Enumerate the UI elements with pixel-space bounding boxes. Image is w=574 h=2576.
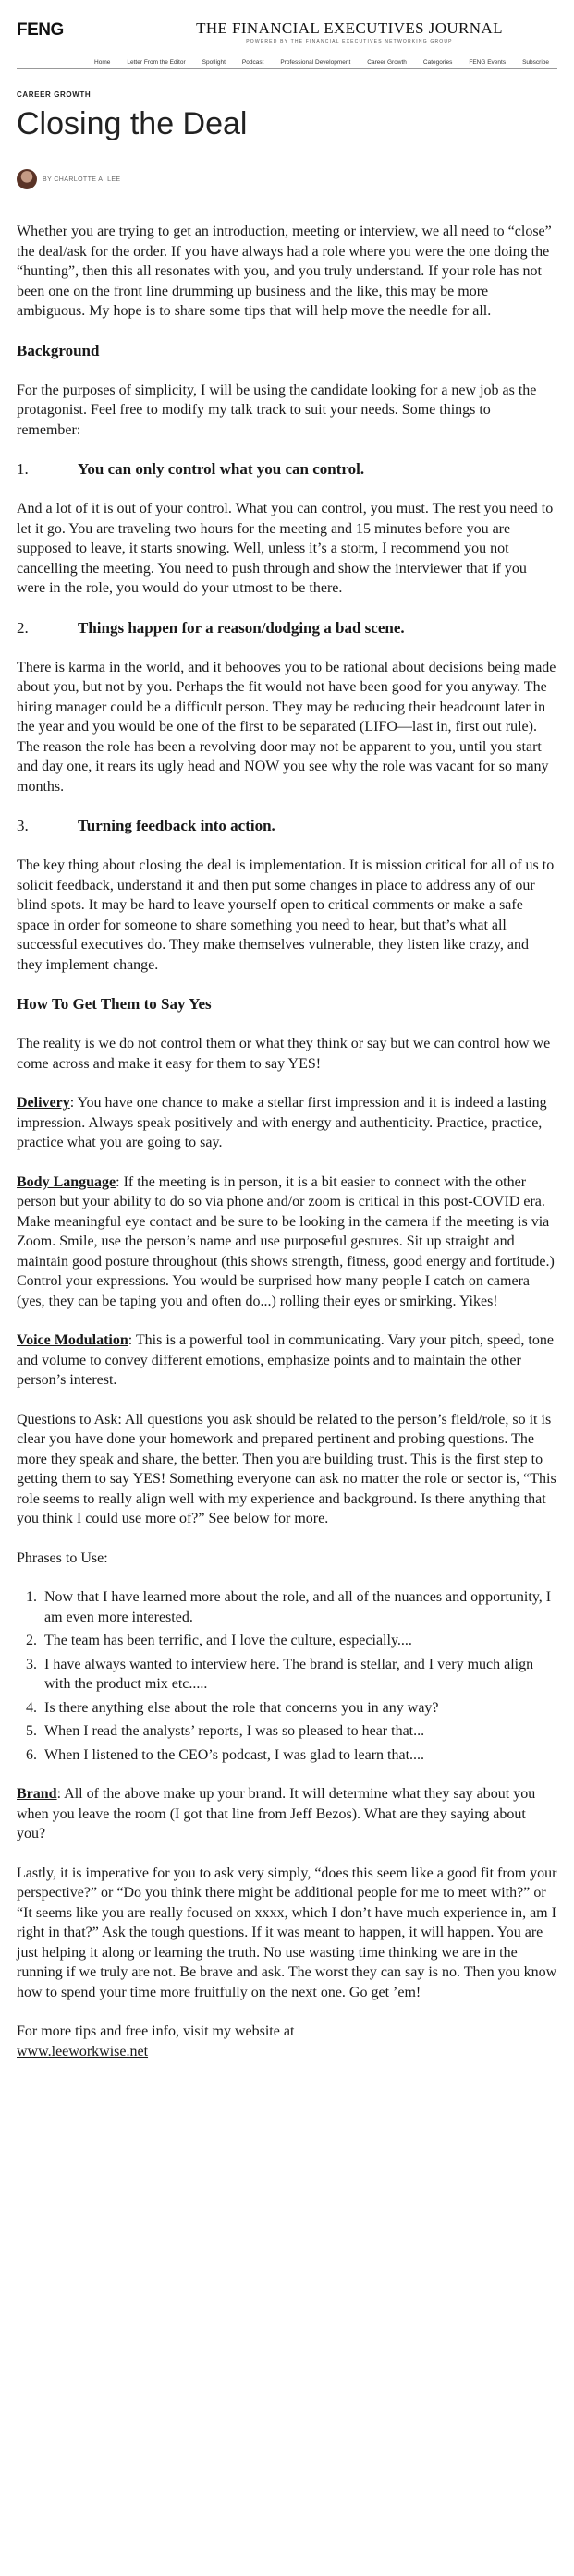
delivery-paragraph [17, 1093, 557, 1153]
nav-home[interactable]: Home [94, 59, 111, 66]
body-language-text: : If the meeting is in person, it is a bit easier to connect with the other person but your ability to do so via phone and/or zoom is critical in this post-COVID era. Make meaningful eye contact and be sure to be looking in the camera if the meeting is via Zoom. Smile, use the person’s name and use purposeful gestures. Sit up straight and maintain good posture throughout (this shows strength, fitness, good energy and fortitude.) Control your expressions. You would be surprised how many people I catch on camera (yes, they can be taping you and often do...) rolling their eyes or smirking. Yikes! [17, 1173, 555, 1309]
nav-divider [17, 68, 557, 69]
article-body [17, 222, 557, 2081]
footer-text: For more tips and free info, visit my website at [17, 2023, 295, 2039]
questions-paragraph: Questions to Ask: All questions you ask should be related to the person’s field/role, so it is clear you have done your homework and prepared pertinent and probing questions. The more they speak and share, the better. Then you are building trust. This is the first step to getting them to say YES! Something everyone can ask no matter the role or sector is, “This role seems to really align well with my experience and background. Is there anything that you think I could use more of?” See below for more. [17, 1411, 556, 1526]
point-title: Turning feedback into action. [78, 817, 275, 834]
phrases-label: Phrases to Use: [17, 1549, 108, 1566]
point-2-paragraph: There is karma in the world, and it behooves you to be rational about decisions being made about you, but not by you. Perhaps the fit would not have been good for you anyway. The hiring manager could be a difficult person. They may be reducing their headcount later in the year and you would be one of the first to be separated (LIFO—last in, first out rule). The reason the role has been a revolving door may not be apparent to you, until you start and day one, it rears its ugly head and NOW you see why the role was vacant for so many months. [17, 659, 556, 795]
site-logo[interactable]: FENG [17, 20, 64, 40]
point-2-heading [17, 618, 557, 638]
point-title: You can only control what you can control. [78, 460, 365, 478]
author-avatar [17, 169, 37, 189]
masthead-title[interactable]: THE FINANCIAL EXECUTIVES JOURNAL [196, 19, 503, 37]
nav-letter-from-editor[interactable]: Letter From the Editor [127, 59, 186, 66]
nav-career-growth[interactable]: Career Growth [367, 59, 407, 66]
site-header [17, 18, 557, 54]
intro-paragraph: Whether you are trying to get an introduction, meeting or interview, we all need to “close” the deal/ask for the order. If you have always had a role where you were the one doing the “hunting”, then this all resonates with you, and you truly understand. If your role has not been one on the front line drumming up business and the like, this may be more ambiguous. My hope is to share some tips that will help move the needle for all. [17, 224, 552, 319]
nav-podcast[interactable]: Podcast [241, 59, 264, 66]
body-language-paragraph [17, 1173, 557, 1312]
list-item: 4. Is there anything else about the role that concerns you in any way? [41, 1698, 557, 1719]
nav-professional-development[interactable]: Professional Development [280, 59, 351, 66]
point-3-heading [17, 816, 557, 836]
nav-spotlight[interactable]: Spotlight [202, 59, 226, 66]
point-3-paragraph: The key thing about closing the deal is implementation. It is mission critical for all of us to solicit feedback, understand it and then put some changes in place to address any of our blind spots. It may be hard to leave yourself open to critical comments or make a safe space in order for someone to share something you need to hear, but that’s what all successful executives do. They make themselves vulnerable, they listen like crazy, and they implement change. [17, 857, 555, 973]
phrases-list [17, 1587, 557, 1765]
brand-paragraph [17, 1784, 557, 1844]
delivery-label: Delivery [17, 1095, 70, 1111]
byline [17, 168, 121, 190]
closing-paragraph: Lastly, it is imperative for you to ask very simply, “does this seem like a good fit from your perspective?” or “Do you think there might be additional people for me to meet with?” or “It seems like you are really focused on xxxx, which I don’t have much experience in, am I right in that?” Ask the tough questions. If it was meant to happen, it will happen. You are just helping it along or learning the truth. No use wasting time thinking we are in the running if we truly are not. Be brave and ask. The worst they can say is no. Then you know how to spend your time more fruitfully on the next one. Go get ’em! [17, 1865, 557, 2000]
brand-text: : All of the above make up your brand. It will determine what they say about you when you leave the room (I got that line from Jeff Bezos). What are they saying about you? [17, 1786, 536, 1841]
voice-label: Voice Modulation [17, 1332, 128, 1348]
list-item: 1. Now that I have learned more about the role, and all of the nuances and opportunity, I am even more interested. [41, 1587, 557, 1627]
voice-paragraph [17, 1331, 557, 1391]
point-number: 1. [17, 460, 29, 478]
point-1-heading [17, 459, 557, 480]
point-number: 3. [17, 817, 29, 834]
list-item: 3. I have always wanted to interview here. The brand is stellar, and I very much align with the product mix etc..... [41, 1655, 557, 1695]
list-item: 6. When I listened to the CEO’s podcast, I was glad to learn that.... [41, 1745, 557, 1766]
list-item: 5. When I read the analysts’ reports, I was so pleased to hear that... [41, 1721, 557, 1742]
masthead-tagline: POWERED BY THE FINANCIAL EXECUTIVES NETWORKING GROUP [246, 39, 453, 44]
yes-heading: How To Get Them to Say Yes [17, 995, 212, 1013]
yes-paragraph: The reality is we do not control them or what they think or say but we can control how we come across and make it easy for them to say YES! [17, 1036, 551, 1072]
voice-text: : This is a powerful tool in communicating. Vary your pitch, speed, tone and volume to convey different emotions, emphasize points and to maintain the other person’s interest. [17, 1332, 554, 1388]
footer-paragraph [17, 2022, 557, 2061]
category-label[interactable]: CAREER GROWTH [17, 91, 92, 99]
background-heading: Background [17, 341, 100, 359]
article-title: Closing the Deal [17, 106, 248, 141]
body-language-label: Body Language [17, 1173, 116, 1190]
background-paragraph: For the purposes of simplicity, I will be using the candidate looking for a new job as the protagonist. Feel free to modify my talk track to suit your needs. Some things to remember: [17, 382, 537, 438]
delivery-text: : You have one chance to make a stellar first impression and it is indeed a lasting impression. Always speak positively and with energy and authenticity. Practice, practice, practice what you are going to say. [17, 1095, 547, 1150]
point-number: 2. [17, 618, 29, 637]
main-nav [17, 57, 557, 67]
point-1-paragraph: And a lot of it is out of your control. What you can control, you must. The rest you need to let it go. You are traveling two hours for the meeting and 15 minutes before you are supposed to leave, it starts snowing. Well, unless it’s a storm, I recommend you not cancelling the meeting. You need to push through and show the interviewer that if you were in the role, you would do your utmost to be there. [17, 501, 554, 596]
nav-feng-events[interactable]: FENG Events [469, 59, 507, 66]
point-title: Things happen for a reason/dodging a bad scene. [78, 618, 405, 637]
brand-label: Brand [17, 1786, 57, 1802]
author-name[interactable]: BY CHARLOTTE A. LEE [43, 176, 121, 183]
nav-categories[interactable]: Categories [422, 59, 453, 66]
nav-subscribe[interactable]: Subscribe [522, 59, 549, 66]
website-link[interactable]: www.leeworkwise.net [17, 2043, 149, 2060]
list-item: 2. The team has been terrific, and I love the culture, especially.... [41, 1631, 557, 1651]
masthead [155, 19, 543, 44]
